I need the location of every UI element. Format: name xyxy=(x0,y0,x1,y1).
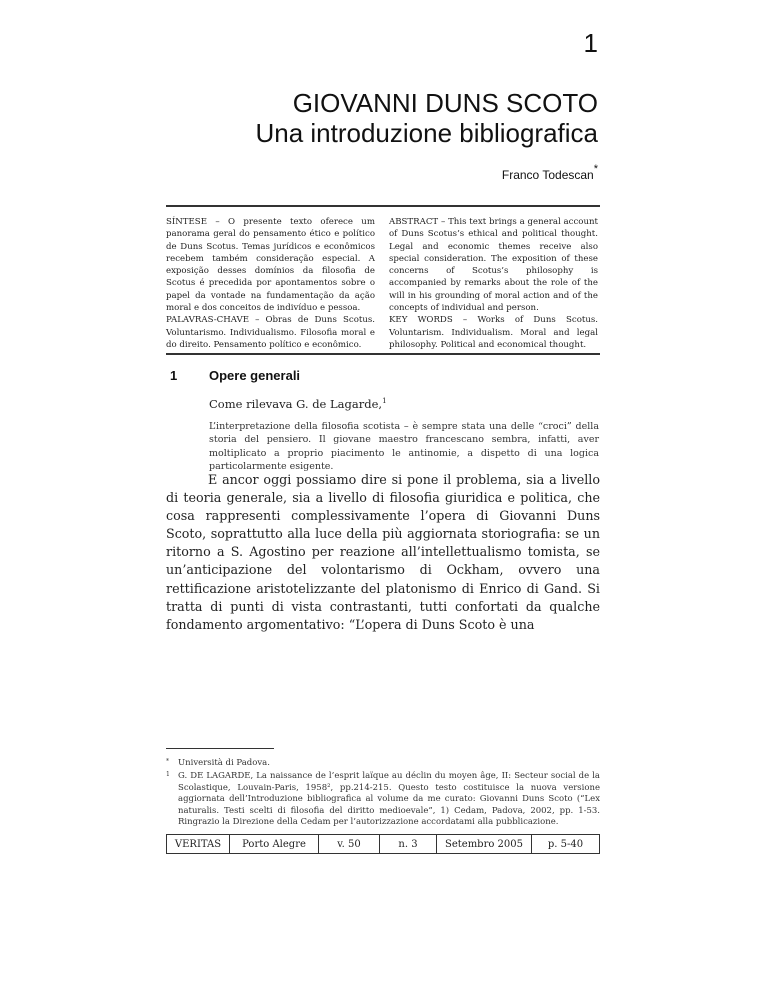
abstract-en-text: ABSTRACT – This text brings a general account of Duns Scotus’s ethical and political thought. Legal and economic themes receive also special consideration. The exposition of these concerns of Scotus’s philosophy is accompanied by remarks about the role of the will in his grounding of moral action and of the concepts of individual and person. xyxy=(389,217,598,314)
title-line-2: Una introduzione bibliografica xyxy=(255,118,598,148)
footer-number: n. 3 xyxy=(380,835,437,853)
footer-date: Setembro 2005 xyxy=(437,835,532,853)
section-number: 1 xyxy=(170,368,178,383)
footnote-text: G. DE LAGARDE, La naissance de l’esprit laïque au déclin du moyen âge, II: Secteur social de la Scolastique, Louvain-Paris, 1958², pp.214-215. Questo testo costituisce la nuova versione aggiornata dell’Introduzione bibliografica al volume da me curato: Giovanni Duns Scoto (“Lex naturalis. Testi scelti di filosofia del diritto medioevale”, 1) Cedam, Padova, 2002, pp. 1-53. Ringrazio la Direzione della Cedam per l’autorizzazione accordatami alla pubblicazione. xyxy=(178,771,600,828)
footer-pages: p. 5-40 xyxy=(547,838,584,850)
footnote-ref-1: 1 xyxy=(382,397,387,406)
footer-journal: VERITAS xyxy=(167,835,230,853)
abstract-english xyxy=(389,216,598,351)
footer-city: Porto Alegre xyxy=(230,835,319,853)
footnote-text: Università di Padova. xyxy=(178,758,270,768)
footnote-mark: 1 xyxy=(166,771,170,779)
body-paragraph: E ancor oggi possiamo dire si pone il problema, sia a livello di teoria generale, sia a livello di filosofia giuridica e politica, che cosa rappresenti complessivamente l’opera di Giovanni Duns Scoto, soprattutto alla luce della più aggiornata storiografia: se un ritorno a S. Agostino per reazione all’intellettualismo tomista, se un’anticipazione del volontarismo di Ockham, ovvero una rettificazione aristotelizzante del platonismo di Enrico di Gand. Si tratta di punti di vista contrastanti, tutti confortati da qualche fondamento argomentativo: “L’opera di Duns Scoto è una xyxy=(166,472,600,632)
abstract-en-keywords: KEY WORDS – Works of Duns Scotus. Voluntarism. Individualism. Moral and legal philosophy. Political and economical thought. xyxy=(389,315,598,350)
section-title: Opere generali xyxy=(209,368,301,383)
intro-text: Come rilevava G. de Lagarde, xyxy=(209,397,383,411)
footer-volume: v. 50 xyxy=(319,835,380,853)
footnote-rule xyxy=(166,748,274,749)
abstract-pt-text: SÍNTESE – O presente texto oferece um panorama geral do pensamento ético e político de Duns Scotus. Temas jurídicos e econômicos recebem também consideração especial. A exposição desses domínios da filosofia de Scotus é precedida por apontamentos sobre o papel da vontade na fundamentação da ação moral e dos conceitos de indivíduo e pessoa. xyxy=(166,217,375,314)
footnotes xyxy=(166,758,600,830)
block-quote: L’interpretazione della filosofia scotista – è sempre stata una delle “croci” della storia del pensiero. Il giovane maestro francescano sembra, infatti, aver moltiplicato a proprio piacimento le antinomie, a dispetto di una logica particolarmente esigente. xyxy=(209,421,599,472)
footnote-mark: * xyxy=(166,758,169,765)
footnote xyxy=(166,758,600,769)
title-line-1: GIOVANNI DUNS SCOTO xyxy=(292,88,598,118)
author xyxy=(502,165,598,182)
abstract-portuguese xyxy=(166,216,375,351)
author-name: Franco Todescan xyxy=(501,168,594,182)
intro-line xyxy=(209,397,387,411)
author-footnote-mark: * xyxy=(593,163,598,175)
citation-footer xyxy=(166,834,600,854)
abstract-box xyxy=(166,205,600,355)
abstract-pt-keywords: PALAVRAS-CHAVE – Obras de Duns Scotus. Voluntarismo. Individualismo. Filosofia moral e do direito. Pensamento político e econômico. xyxy=(166,315,375,350)
footnote xyxy=(166,771,600,828)
article-title xyxy=(255,88,598,148)
page-number: 1 xyxy=(583,28,598,58)
